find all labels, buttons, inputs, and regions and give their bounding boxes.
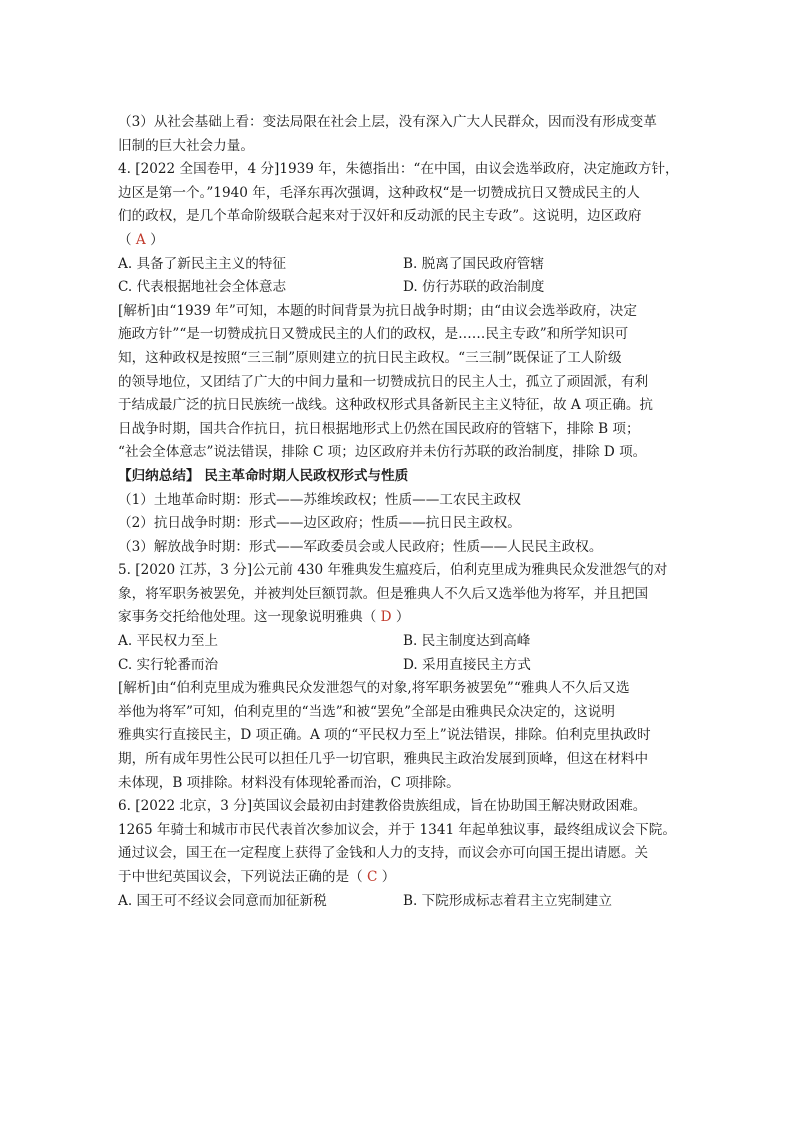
question-4-stem: 边区是第一个。”1940 年，毛泽东再次强调，这种政权“是一切赞成抗日又赞成民主的人	[118, 184, 640, 201]
question-4-analysis: 施政方针”“是一切赞成抗日又赞成民主的人们的政权，是……民主专政”和所学知识可	[118, 326, 629, 343]
question-6-answer: C	[367, 869, 378, 885]
summary-heading: 【归纳总结】 民主革命时期人民政权形式与性质	[118, 467, 409, 484]
paren-open: （	[362, 609, 377, 626]
question-5-stem: 5. [2020 江苏，3 分]公元前 430 年雅典发生瘟疫后，伯利克里成为雅典民众发泄怨气的对	[118, 562, 668, 579]
option-b: B. 民主制度达到高峰	[403, 633, 531, 650]
question-4-answer-line	[118, 229, 678, 253]
question-6-stem: 1265 年骑士和城市市民代表首次参加议会，并于 1341 年起单独议事，最终组成议会下院。	[118, 821, 676, 838]
paren-close: ）	[381, 869, 396, 885]
text-line: 旧制的巨大社会力量。	[118, 137, 254, 154]
option-d: D. 采用直接民主方式	[403, 656, 531, 673]
question-5-analysis: 未体现，B 项排除。材料没有体现轮番而治，C 项排除。	[118, 774, 460, 791]
question-6-stem: 通过议会，国王在一定程度上获得了金钱和人力的支持，而议会亦可向国王提出请愿。关	[118, 845, 649, 862]
question-5-analysis: [解析]由“伯利克里成为雅典民众发泄怨气的对象,将军职务被罢免”“雅典人不久后又选	[118, 680, 630, 697]
document-page	[118, 111, 678, 913]
question-5-stem-last	[118, 606, 678, 630]
question-5-options-row	[118, 630, 678, 654]
question-6-stem-last	[118, 866, 678, 890]
question-4-analysis: “社会全体意志”说法错误，排除 C 项；边区政府并未仿行苏联的政治制度，排除 D 项。	[118, 444, 647, 461]
option-b: B. 下院形成标志着君主立宪制建立	[403, 892, 612, 909]
question-4-options-row	[118, 253, 678, 277]
summary-item: （2）抗日战争时期：形式——边区政府；性质——抗日民主政权。	[118, 515, 521, 532]
question-4-answer: A	[135, 231, 146, 248]
question-4-stem: 4. [2022 全国卷甲，4 分]1939 年，朱德指出：“在中国，由议会选举政府，决定施政方针，	[118, 161, 679, 178]
question-5-answer: D	[380, 609, 392, 626]
question-5-analysis: 期，所有成年男性公民可以担任几乎一切官职，雅典民主政治发展到顶峰，但这在材料中	[118, 751, 649, 768]
summary-item: （1）土地革命时期：形式——苏维埃政权；性质——工农民主政权	[118, 491, 521, 508]
option-a: A. 国王可不经议会同意而加征新税	[118, 892, 327, 909]
question-4-analysis: 的领导地位，又团结了广大的中间力量和一切赞成抗日的民主人士，孤立了顽固派，有利	[118, 373, 649, 390]
option-d: D. 仿行苏联的政治制度	[403, 279, 545, 296]
paren-close: ）	[395, 609, 410, 626]
question-6-stem: 6. [2022 北京，3 分]英国议会最初由封建教俗贵族组成，旨在协助国王解决财政困难。	[118, 798, 647, 815]
paren-open: （	[118, 231, 132, 248]
question-4-analysis: 于结成最广泛的抗日民族统一战线。这种政权形式具备新民主主义特征，故 A 项正确。抗	[118, 397, 654, 414]
question-4-analysis: 日战争时期，国共合作抗日，抗日根据地形式上仍然在国民政府的管辖下，排除 B 项；	[118, 420, 640, 437]
question-4-options-row	[118, 276, 678, 300]
question-5-stem: 象，将军职务被罢免，并被判处巨额罚款。但是雅典人不久后又选举他为将军，并且把国	[118, 585, 649, 602]
paren-open: （	[349, 869, 363, 885]
summary-item: （3）解放战争时期：形式——军政委员会或人民政府；性质——人民民主政权。	[118, 538, 603, 555]
question-5-options-row	[118, 654, 678, 678]
question-4-analysis: [解析]由“1939 年”可知，本题的时间背景为抗日战争时期；由“由议会选举政府，决定	[118, 302, 637, 319]
option-c: C. 代表根据地社会全体意志	[118, 279, 287, 296]
option-b: B. 脱离了国民政府管辖	[403, 255, 544, 272]
question-6-options-row	[118, 890, 678, 914]
stem-text: 于中世纪英国议会，下列说法正确的是	[118, 869, 350, 885]
option-a: A. 平民权力至上	[118, 633, 219, 650]
paren-close: ）	[150, 231, 164, 248]
text-line: （3）从社会基础上看：变法局限在社会上层，没有深入广大人民群众，因而没有形成变革	[118, 114, 657, 130]
option-c: C. 实行轮番而治	[118, 656, 219, 673]
stem-text: 家事务交托给他处理。这一现象说明雅典	[118, 609, 363, 626]
question-5-analysis: 雅典实行直接民主，D 项正确。A 项的“平民权力至上”说法错误，排除。伯利克里执政时	[118, 727, 651, 744]
question-5-analysis: 举他为将军”可知，伯利克里的“当选”和被“罢免”全部是由雅典民众决定的，这说明	[118, 703, 615, 720]
question-4-stem: 们的政权，是几个革命阶级联合起来对于汉奸和反动派的民主专政”。这说明，边区政府	[118, 208, 642, 225]
option-a: A. 具备了新民主主义的特征	[118, 255, 286, 272]
question-4-analysis: 知，这种政权是按照“三三制”原则建立的抗日民主政权。“三三制”既保证了工人阶级	[118, 349, 622, 366]
